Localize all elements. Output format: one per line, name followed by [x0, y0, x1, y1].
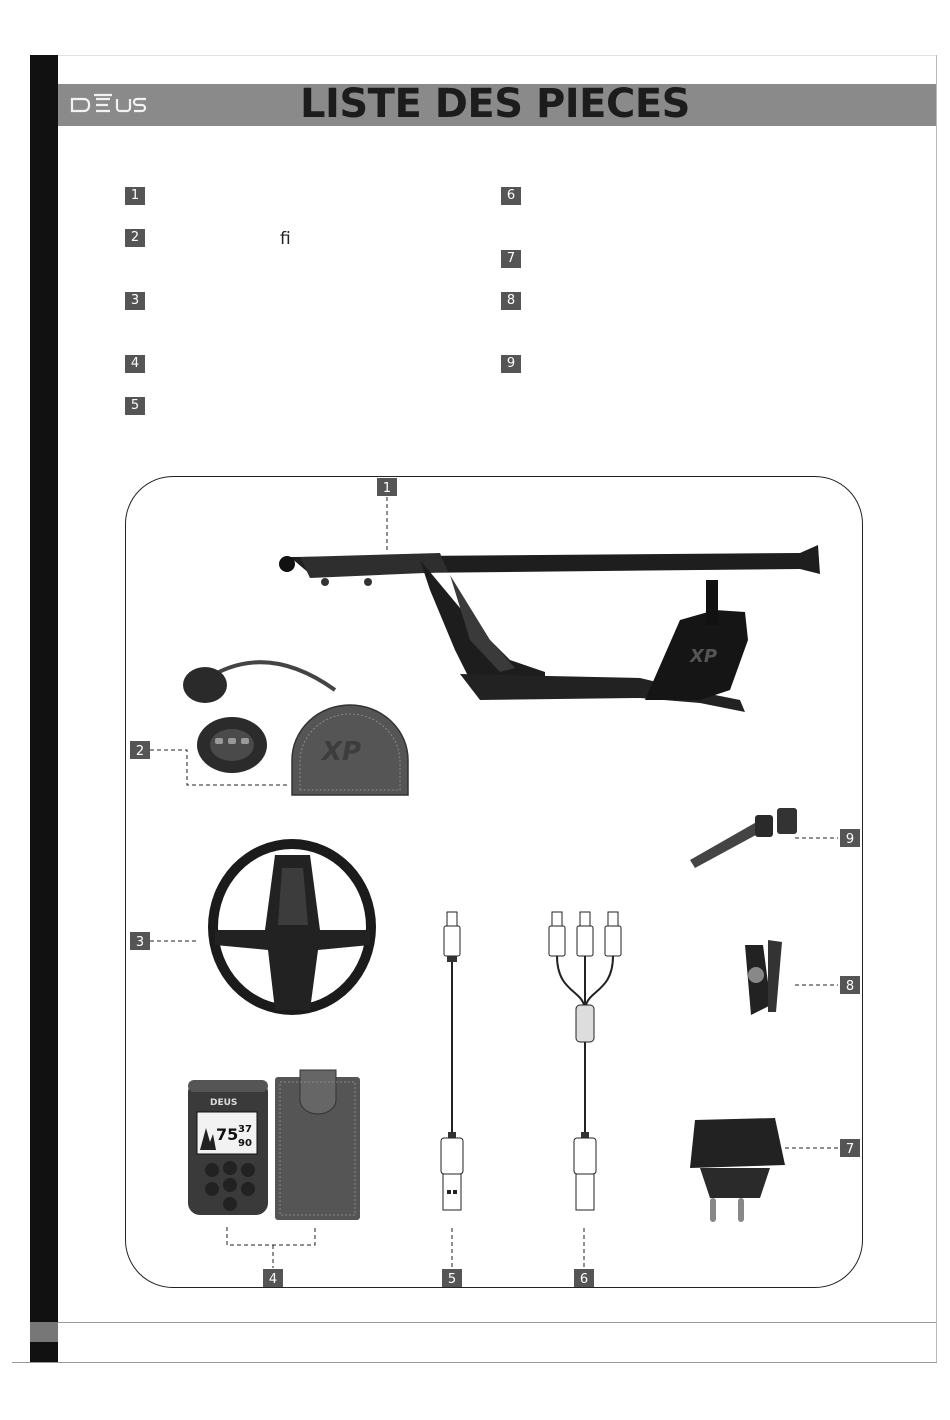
remote-control — [188, 1080, 268, 1215]
remote-case — [275, 1070, 360, 1220]
callout-label-7: 7 — [845, 1142, 855, 1157]
list-number-9: 9 — [501, 355, 521, 373]
svg-text:90: 90 — [238, 1138, 252, 1149]
bolt-assembly — [690, 808, 797, 868]
list-number-7: 7 — [501, 250, 521, 268]
list-number-4: 4 — [125, 355, 145, 373]
svg-text:DEUS: DEUS — [210, 1098, 238, 1108]
callout-label-4: 4 — [268, 1272, 278, 1287]
list-number-1: 1 — [125, 187, 145, 205]
stem-assembly — [279, 545, 820, 712]
multi-usb-cable — [549, 912, 621, 1210]
list-number-3: 3 — [125, 292, 145, 310]
list-number-6: 6 — [501, 187, 521, 205]
list-number-8: 8 — [501, 292, 521, 310]
svg-text:XP: XP — [690, 646, 718, 667]
leader-line-4 — [227, 1227, 315, 1268]
svg-text:75: 75 — [216, 1125, 239, 1144]
svg-text:XP: XP — [322, 737, 362, 767]
list-number-5: 5 — [125, 397, 145, 415]
headphones-pouch — [292, 705, 408, 795]
search-coil — [208, 839, 376, 1015]
page-title: LISTE DES PIECES — [300, 81, 690, 127]
callout-label-6: 6 — [579, 1272, 589, 1287]
callout-label-9: 9 — [845, 832, 855, 847]
callout-label-5: 5 — [447, 1272, 457, 1287]
callout-label-8: 8 — [845, 979, 855, 994]
svg-text:37: 37 — [238, 1124, 252, 1135]
callout-label-3: 3 — [135, 935, 145, 950]
list-item-2-text: ﬁ — [280, 229, 291, 249]
wall-charger — [690, 1118, 785, 1222]
callout-label-2: 2 — [135, 744, 145, 759]
usb-cable — [441, 912, 463, 1210]
belt-clip — [745, 940, 782, 1015]
list-number-2: 2 — [125, 229, 145, 247]
callout-label-1: 1 — [382, 481, 392, 496]
